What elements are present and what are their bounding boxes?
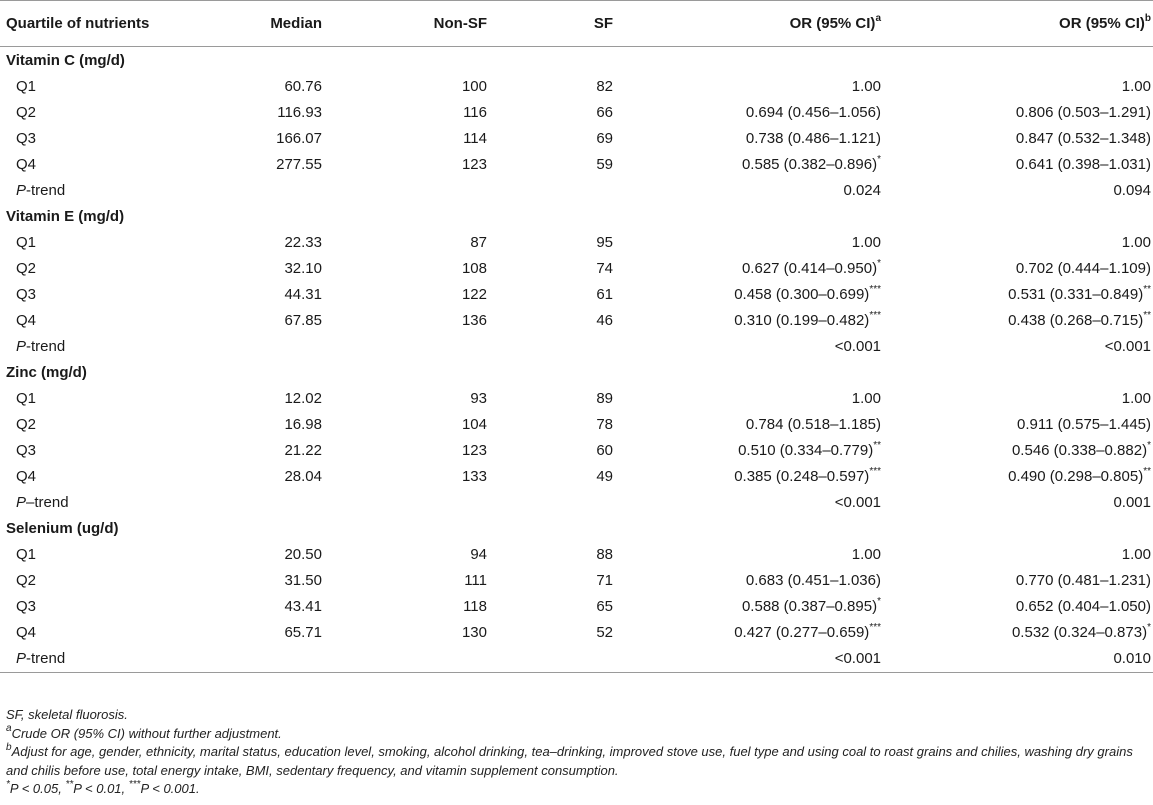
nonsf-cell: 123 (461, 441, 487, 459)
or-crude-value: 1.00 (851, 77, 881, 95)
or-adjusted-value: 1.00 (1121, 389, 1151, 407)
median-cell: 32.10 (284, 259, 322, 277)
or-crude-significance: *** (869, 283, 881, 295)
sf-cell: 52 (596, 623, 613, 641)
empty-cell (613, 47, 881, 74)
or-crude-cell (613, 411, 881, 437)
table-row (0, 73, 1153, 99)
or-adjusted-cell (881, 281, 1153, 307)
empty-cell (322, 177, 487, 203)
or-crude-significance: *** (869, 465, 881, 477)
ptrend-p: P (16, 650, 27, 667)
or-adjusted-value: 0.490 (0.298–0.805) (1008, 467, 1144, 485)
or-crude-cell (613, 255, 881, 281)
ptrend-p: P (16, 181, 27, 199)
header-or-crude-label: OR (95% CI) (789, 15, 876, 32)
footnote-sf: SF, skeletal fluorosis. (6, 707, 128, 722)
ptrend-label (0, 177, 211, 203)
or-adjusted-cell (881, 463, 1153, 489)
empty-cell (322, 645, 487, 673)
ptrend-row (0, 645, 1153, 673)
empty-cell (487, 515, 613, 541)
table-row (0, 567, 1153, 593)
ptrend-suffix: –trend (26, 493, 69, 511)
ptrend-label (0, 489, 211, 515)
or-crude-cell (613, 125, 881, 151)
sf-cell: 89 (596, 389, 613, 407)
sf-cell: 78 (596, 415, 613, 433)
table-row (0, 593, 1153, 619)
or-adjusted-cell (881, 437, 1153, 463)
footnote-significance (6, 780, 1141, 799)
or-adjusted-value: 0.532 (0.324–0.873) (1011, 623, 1148, 641)
table-row (0, 281, 1153, 307)
or-crude-value: 0.588 (0.387–0.895) (741, 597, 878, 615)
empty-cell (881, 359, 1153, 385)
or-crude-cell (613, 385, 881, 411)
table-row (0, 385, 1153, 411)
nonsf-cell: 100 (461, 77, 487, 95)
table-row (0, 229, 1153, 255)
footnote-a-text: Crude OR (95% CI) without further adjustment. (11, 725, 282, 741)
empty-cell (613, 203, 881, 229)
or-adjusted-cell (881, 99, 1153, 125)
median-cell: 277.55 (276, 155, 322, 173)
header-or-adjusted-label: OR (95% CI) (1059, 15, 1145, 32)
footnote-a (6, 725, 1141, 744)
sf-cell: 88 (596, 545, 613, 563)
or-crude-significance: ** (873, 439, 881, 451)
or-crude-significance: * (877, 153, 881, 165)
empty-cell (322, 203, 487, 229)
quartile-cell: Q4 (16, 467, 37, 485)
nonsf-cell: 104 (461, 415, 487, 433)
or-adjusted-value: 0.531 (0.331–0.849) (1008, 285, 1144, 303)
quartile-cell: Q4 (16, 311, 37, 329)
table-row (0, 619, 1153, 645)
or-crude-value: 0.784 (0.518–1.185) (745, 415, 881, 433)
or-crude-value: 1.00 (851, 233, 881, 251)
or-crude-value: 1.00 (851, 545, 881, 563)
or-adjusted-significance: ** (1143, 283, 1151, 295)
or-crude-cell (613, 593, 881, 619)
header-median (211, 1, 322, 47)
or-adjusted-value: 0.847 (0.532–1.348) (1015, 129, 1151, 147)
or-adjusted-cell (881, 255, 1153, 281)
empty-cell (322, 515, 487, 541)
nonsf-cell: 114 (463, 129, 487, 147)
or-crude-significance: *** (869, 621, 881, 633)
quartile-cell: Q3 (16, 129, 37, 147)
nonsf-cell: 108 (461, 259, 487, 277)
nonsf-cell: 133 (461, 467, 487, 485)
empty-cell (211, 47, 322, 74)
empty-cell (322, 489, 487, 515)
or-crude-cell (613, 541, 881, 567)
quartile-cell: Q1 (16, 233, 37, 251)
ptrend-adjusted-value: <0.001 (1104, 337, 1151, 355)
median-cell: 20.50 (284, 545, 322, 563)
or-crude-cell (613, 463, 881, 489)
ptrend-suffix: -trend (26, 181, 66, 199)
or-crude-value: 1.00 (851, 389, 881, 407)
empty-cell (211, 515, 322, 541)
quartile-cell: Q4 (16, 623, 37, 641)
or-adjusted-cell (881, 229, 1153, 255)
ptrend-crude-value: <0.001 (834, 337, 881, 355)
median-cell: 65.71 (284, 623, 322, 641)
footnotes (6, 706, 1141, 799)
footnote-sig3-text: P < 0.001. (140, 781, 200, 796)
nonsf-cell: 87 (470, 233, 487, 251)
empty-cell (211, 489, 322, 515)
empty-cell (211, 359, 322, 385)
or-adjusted-cell (881, 151, 1153, 177)
quartile-cell: Q4 (16, 155, 37, 173)
ptrend-row (0, 489, 1153, 515)
or-crude-cell (613, 99, 881, 125)
or-adjusted-value: 0.806 (0.503–1.291) (1015, 103, 1151, 121)
quartile-cell: Q2 (16, 571, 37, 589)
group-title: Vitamin E (mg/d) (6, 207, 125, 225)
empty-cell (487, 489, 613, 515)
empty-cell (487, 203, 613, 229)
or-adjusted-value: 0.702 (0.444–1.109) (1015, 259, 1151, 277)
group-title: Selenium (ug/d) (6, 519, 119, 537)
nonsf-cell: 130 (461, 623, 487, 641)
table-row (0, 125, 1153, 151)
ptrend-p: P (16, 337, 27, 355)
median-cell: 43.41 (284, 597, 322, 615)
empty-cell (613, 515, 881, 541)
header-or-adjusted (881, 1, 1153, 47)
or-crude-value: 0.683 (0.451–1.036) (745, 571, 881, 589)
empty-cell (211, 203, 322, 229)
ptrend-row (0, 333, 1153, 359)
group-header-row (0, 203, 1153, 229)
or-adjusted-cell (881, 411, 1153, 437)
ptrend-row (0, 177, 1153, 203)
median-cell: 60.76 (284, 77, 322, 95)
or-crude-cell (613, 307, 881, 333)
median-cell: 12.02 (284, 389, 322, 407)
nonsf-cell: 94 (470, 545, 487, 563)
or-adjusted-cell (881, 385, 1153, 411)
sf-cell: 59 (596, 155, 613, 173)
header-or-crude (613, 1, 881, 47)
table-row (0, 437, 1153, 463)
or-adjusted-significance: ** (1143, 309, 1151, 321)
empty-cell (487, 47, 613, 74)
group-title: Zinc (mg/d) (6, 363, 87, 381)
empty-cell (881, 515, 1153, 541)
nonsf-cell: 93 (470, 389, 487, 407)
or-crude-value: 0.458 (0.300–0.699) (734, 285, 870, 303)
or-adjusted-value: 0.641 (0.398–1.031) (1015, 155, 1151, 173)
median-cell: 116.93 (277, 103, 322, 121)
ptrend-suffix: -trend (26, 650, 66, 667)
group-header-row (0, 359, 1153, 385)
sf-cell: 66 (596, 103, 613, 121)
or-adjusted-cell (881, 125, 1153, 151)
or-adjusted-value: 1.00 (1121, 77, 1151, 95)
ptrend-crude-value: 0.024 (843, 181, 881, 199)
or-crude-significance: *** (869, 309, 881, 321)
table-body (0, 47, 1153, 673)
median-cell: 67.85 (284, 311, 322, 329)
sf-cell: 46 (596, 311, 613, 329)
empty-cell (322, 333, 487, 359)
or-crude-cell (613, 437, 881, 463)
table-row (0, 541, 1153, 567)
table-header (0, 1, 1153, 47)
nonsf-cell: 123 (461, 155, 487, 173)
or-crude-cell (613, 73, 881, 99)
empty-cell (322, 47, 487, 74)
footnote-b (6, 743, 1141, 780)
table-row (0, 151, 1153, 177)
ptrend-adjusted-value: 0.094 (1113, 181, 1151, 199)
nonsf-cell: 111 (464, 571, 487, 589)
footnote-sig1-text: P < 0.05, (9, 781, 66, 796)
header-quartile (0, 1, 211, 47)
ptrend-crude-value: <0.001 (834, 493, 881, 511)
footnote-b-text: Adjust for age, gender, ethnicity, marital status, education level, smoking, alcohol drinking, tea–drinking, improved stove use, fuel type and using coal to roast grains and chilies, washing dry grains and chilis before use, total energy intake, BMI, sedentary frequency, and vitamin supplement consumption. (6, 744, 1133, 778)
nonsf-cell: 136 (461, 311, 487, 329)
table-row (0, 99, 1153, 125)
nonsf-cell: 118 (463, 597, 487, 615)
table-row (0, 463, 1153, 489)
header-quartile-label: Quartile of nutrients (6, 15, 150, 32)
sf-cell: 69 (596, 129, 613, 147)
empty-cell (487, 177, 613, 203)
quartile-cell: Q3 (16, 441, 37, 459)
or-crude-cell (613, 281, 881, 307)
or-crude-value: 0.310 (0.199–0.482) (734, 311, 870, 329)
or-adjusted-cell (881, 307, 1153, 333)
or-crude-cell (613, 229, 881, 255)
or-adjusted-value: 0.652 (0.404–1.050) (1015, 597, 1151, 615)
nonsf-cell: 116 (463, 103, 487, 121)
or-adjusted-value: 0.770 (0.481–1.231) (1015, 571, 1151, 589)
median-cell: 28.04 (284, 467, 322, 485)
sf-cell: 82 (596, 77, 613, 95)
or-crude-cell (613, 151, 881, 177)
or-crude-cell (613, 619, 881, 645)
or-adjusted-significance: * (1147, 621, 1151, 633)
or-adjusted-significance: * (1147, 439, 1151, 451)
median-cell: 16.98 (284, 415, 322, 433)
quartile-cell: Q1 (16, 77, 37, 95)
group-header-row (0, 515, 1153, 541)
sf-cell: 65 (596, 597, 613, 615)
or-adjusted-value: 1.00 (1121, 545, 1151, 563)
median-cell: 22.33 (284, 233, 322, 251)
or-crude-significance: * (877, 595, 881, 607)
group-title: Vitamin C (mg/d) (6, 51, 125, 69)
median-cell: 21.22 (284, 441, 322, 459)
empty-cell (487, 645, 613, 673)
empty-cell (322, 359, 487, 385)
empty-cell (881, 203, 1153, 229)
empty-cell (487, 333, 613, 359)
sf-cell: 74 (596, 259, 613, 277)
ptrend-adjusted-value: 0.010 (881, 645, 1153, 673)
sf-cell: 95 (596, 233, 613, 251)
or-crude-value: 0.627 (0.414–0.950) (741, 259, 878, 277)
header-sf-label: SF (593, 15, 613, 32)
table-row (0, 411, 1153, 437)
sf-cell: 61 (596, 285, 613, 303)
quartile-cell: Q3 (16, 597, 37, 615)
footnote-sig2-mark: ** (65, 778, 74, 790)
or-crude-value: 0.694 (0.456–1.056) (745, 103, 881, 121)
or-crude-value: 0.510 (0.334–0.779) (738, 441, 874, 459)
median-cell: 44.31 (284, 285, 322, 303)
quartile-cell: Q1 (16, 545, 37, 563)
sf-cell: 60 (596, 441, 613, 459)
or-adjusted-value: 0.438 (0.268–0.715) (1008, 311, 1144, 329)
or-crude-value: 0.585 (0.382–0.896) (741, 155, 878, 173)
or-adjusted-value: 0.911 (0.575–1.445) (1017, 415, 1151, 433)
footnote-sig2-text: P < 0.01, (73, 781, 129, 796)
footnote-a-mark: a (6, 723, 12, 735)
quartile-cell: Q2 (16, 259, 37, 277)
quartile-cell: Q2 (16, 415, 37, 433)
ptrend-crude-value: <0.001 (613, 645, 881, 673)
ptrend-label (0, 645, 211, 673)
or-adjusted-value: 0.546 (0.338–0.882) (1011, 441, 1148, 459)
or-crude-value: 0.427 (0.277–0.659) (734, 623, 870, 641)
median-cell: 31.50 (284, 571, 322, 589)
empty-cell (613, 359, 881, 385)
quartile-cell: Q1 (16, 389, 37, 407)
sf-cell: 49 (596, 467, 613, 485)
footnote-sig3-mark: *** (128, 778, 141, 790)
table-row (0, 255, 1153, 281)
or-adjusted-significance: ** (1143, 465, 1151, 477)
header-median-label: Median (270, 15, 322, 32)
or-adjusted-cell (881, 567, 1153, 593)
or-crude-cell (613, 567, 881, 593)
header-sf (487, 1, 613, 47)
header-or-adjusted-sup: b (1144, 13, 1151, 24)
or-adjusted-cell (881, 541, 1153, 567)
empty-cell (211, 645, 322, 673)
ptrend-suffix: -trend (26, 337, 66, 355)
ptrend-adjusted-value: 0.001 (1113, 493, 1151, 511)
or-adjusted-cell (881, 619, 1153, 645)
median-cell: 166.07 (276, 129, 322, 147)
or-crude-value: 0.385 (0.248–0.597) (734, 467, 870, 485)
empty-cell (487, 359, 613, 385)
group-header-row (0, 47, 1153, 74)
header-nonsf-label: Non-SF (433, 15, 487, 32)
table-row (0, 307, 1153, 333)
or-crude-value: 0.738 (0.486–1.121) (745, 129, 881, 147)
or-adjusted-cell (881, 73, 1153, 99)
or-crude-significance: * (877, 257, 881, 269)
footnote-b-mark: b (6, 741, 12, 753)
quartile-cell: Q3 (16, 285, 37, 303)
or-adjusted-cell (881, 593, 1153, 619)
header-or-crude-sup: a (875, 13, 881, 24)
quartile-cell: Q2 (16, 103, 37, 121)
header-row (0, 1, 1153, 47)
header-nonsf (322, 1, 487, 47)
sf-cell: 71 (596, 571, 613, 589)
ptrend-p: P (16, 493, 27, 511)
footnote-sig1-mark: * (6, 778, 10, 790)
ptrend-label (0, 333, 211, 359)
empty-cell (211, 177, 322, 203)
or-adjusted-value: 1.00 (1121, 233, 1151, 251)
empty-cell (211, 333, 322, 359)
empty-cell (881, 47, 1153, 74)
nonsf-cell: 122 (461, 285, 487, 303)
